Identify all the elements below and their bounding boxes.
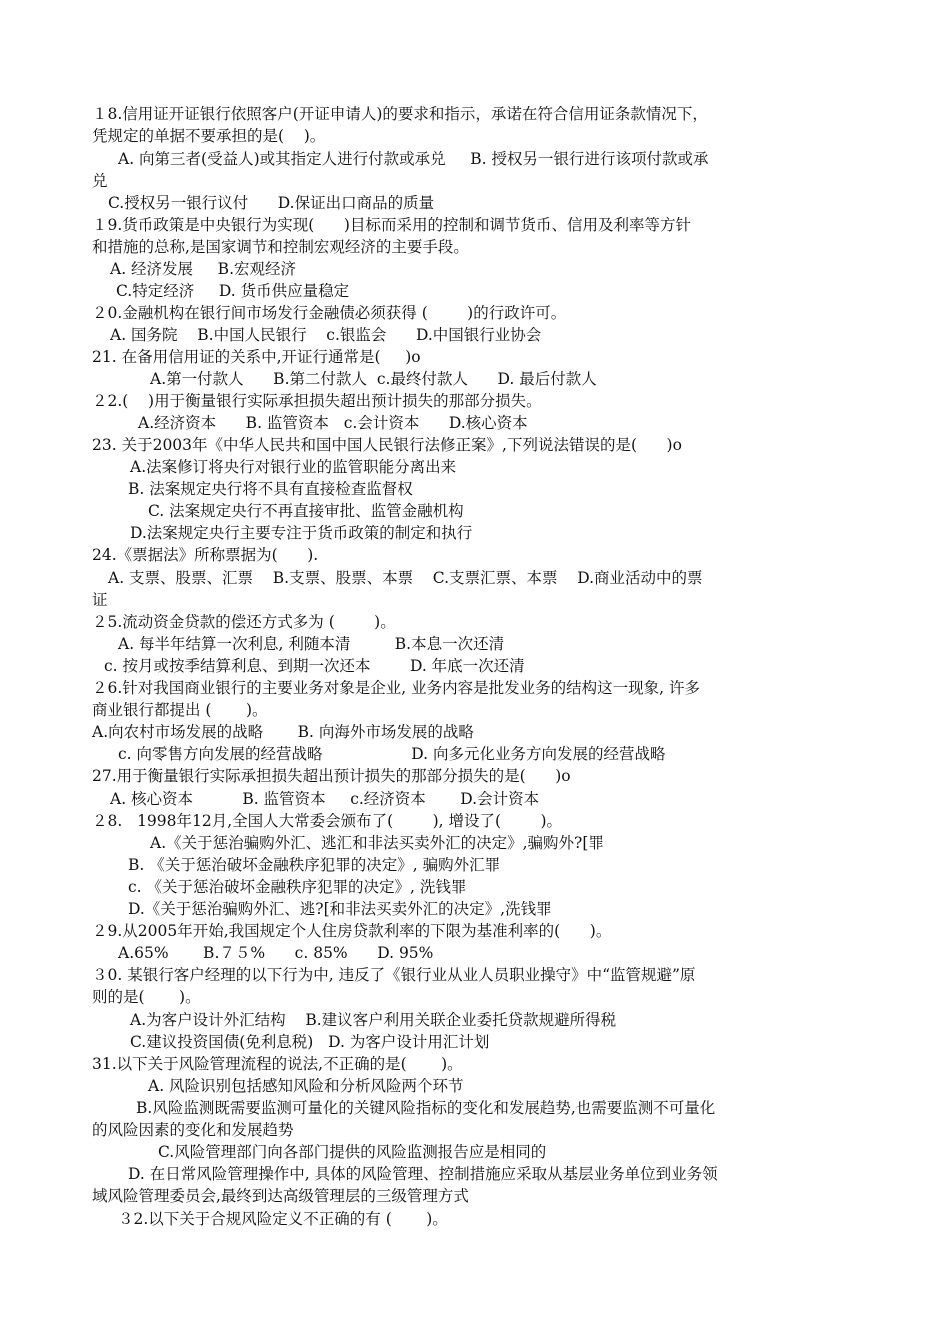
question-19-options-ab: A. 经济发展 B.宏观经济 xyxy=(110,260,297,278)
question-26-stem-cont: 商业银行都提出 ( )。 xyxy=(92,701,268,719)
question-24-options-wrap: 证 xyxy=(92,591,108,609)
question-19-options-cd: C.特定经济 D. 货币供应量稳定 xyxy=(116,282,350,300)
question-19-stem-cont: 和措施的总称,是国家调节和控制宏观经济的主要手段。 xyxy=(92,238,469,256)
question-23-option-a: A.法案修订将央行对银行业的监管职能分离出来 xyxy=(130,458,457,476)
question-18-options-ab: A. 向第三者(受益人)或其指定人进行付款或承兑 B. 授权另一银行进行该项付款或承 xyxy=(118,150,709,168)
question-26-options-ab: A.向农村市场发展的战略 B. 向海外市场发展的战略 xyxy=(92,723,474,741)
question-32-stem: ３2.以下关于合规风险定义不正确的有 ( )。 xyxy=(118,1210,448,1228)
question-26-options-cd: c. 向零售方向发展的经营战略 D. 向多元化业务方向发展的经营战略 xyxy=(118,745,666,763)
question-25-options-cd: c. 按月或按季结算利息、到期一次还本 D. 年底一次还清 xyxy=(104,657,525,675)
question-30-stem: ３0. 某银行客户经理的以下行为中, 违反了《银行业从业人员职业操守》中“监管规避”原 xyxy=(92,966,696,984)
question-22-options: A.经济资本 B. 监管资本 c.会计资本 D.核心资本 xyxy=(138,414,528,432)
question-26-stem: ２6.针对我国商业银行的主要业务对象是企业, 业务内容是批发业务的结构这一现象, 许多 xyxy=(92,679,700,697)
question-23-option-b: B. 法案规定央行将不具有直接检查监督权 xyxy=(128,480,413,498)
question-23-stem: 23. 关于2003年《中华人民共和国中国人民银行法修正案》,下列说法错误的是( )o xyxy=(92,436,682,454)
question-31-option-b: B.风险监测既需要监测可量化的关键风险指标的变化和发展趋势,也需要监测不可量化 xyxy=(136,1099,716,1117)
question-31-option-d-cont: 域风险管理委员会,最终到达高级管理层的三级管理方式 xyxy=(92,1187,469,1205)
question-24-options: A. 支票、股票、汇票 B.支票、股票、本票 C.支票汇票、本票 D.商业活动中的票 xyxy=(108,569,703,587)
question-21-stem: 21. 在备用信用证的关系中,开证行通常是( )o xyxy=(92,348,421,366)
question-31-option-d: D. 在日常风险管理操作中, 具体的风险管理、控制措施应采取从基层业务单位到业务领 xyxy=(128,1165,718,1183)
question-31-option-c: C.风险管理部门向各部门提供的风险监测报告应是相同的 xyxy=(158,1143,547,1161)
question-19-stem: １9.货币政策是中央银行为实现( )目标而采用的控制和调节货币、信用及利率等方针 xyxy=(92,216,691,234)
question-23-option-d: D.法案规定央行主要专注于货币政策的制定和执行 xyxy=(130,524,473,542)
question-18-options-wrap: 兑 xyxy=(92,172,108,190)
question-20-stem: ２0.金融机构在银行间市场发行金融债必须获得 ( )的行政许可。 xyxy=(92,304,567,322)
question-30-stem-cont: 则的是( )。 xyxy=(92,988,201,1006)
question-18-options-cd: C.授权另一银行议付 D.保证出口商品的质量 xyxy=(108,194,435,212)
question-28-option-a: A.《关于惩治骗购外汇、逃汇和非法买卖外汇的决定》,骗购外?[罪 xyxy=(150,834,604,852)
question-18-stem-cont: 凭规定的单据不要承担的是( )。 xyxy=(92,127,326,145)
question-30-options-ab: A.为客户设计外汇结构 B.建议客户利用关联企业委托贷款规避所得税 xyxy=(130,1011,617,1029)
question-18-stem: １8.信用证开证银行依照客户(开证申请人)的要求和指示，承诺在符合信用证条款情况下， xyxy=(92,105,708,123)
question-29-stem: ２9.从2005年开始,我国规定个人住房贷款利率的下限为基准利率的( )。 xyxy=(92,922,612,940)
question-22-stem: ２2.( )用于衡量银行实际承担损失超出预计损失的那部分损失。 xyxy=(92,392,542,410)
question-31-stem: 31.以下关于风险管理流程的说法,不正确的是( )。 xyxy=(92,1055,463,1073)
question-31-option-a: A. 风险识别包括感知风险和分析风险两个环节 xyxy=(148,1077,464,1095)
question-31-option-b-cont: 的风险因素的变化和发展趋势 xyxy=(92,1121,294,1139)
question-25-options-ab: A. 每半年结算一次利息, 利随本清 B.本息一次还清 xyxy=(118,635,505,653)
question-29-options: A.65% B.７５% c. 85% D. 95% xyxy=(118,944,434,962)
question-28-option-b: B. 《关于惩治破坏金融秩序犯罪的决定》, 骗购外汇罪 xyxy=(128,856,501,874)
question-25-stem: ２5.流动资金贷款的偿还方式多为 ( )。 xyxy=(92,613,396,631)
question-28-option-c: c. 《关于惩治破坏金融秩序犯罪的决定》, 洗钱罪 xyxy=(128,878,467,896)
question-28-stem: ２8. 1998年12月,全国人大常委会颁布了( ), 增设了( )。 xyxy=(92,812,563,830)
question-20-options: A. 国务院 B.中国人民银行 c.银监会 D.中国银行业协会 xyxy=(110,326,542,344)
question-21-options: A.第一付款人 B.第二付款人 c.最终付款人 D. 最后付款人 xyxy=(150,370,597,388)
question-30-options-cd: C.建议投资国债(免利息税) D. 为客户设计用汇计划 xyxy=(130,1033,490,1051)
question-27-options: A. 核心资本 B. 监管资本 c.经济资本 D.会计资本 xyxy=(110,790,540,808)
question-24-stem: 24.《票据法》所称票据为( ). xyxy=(92,546,319,564)
question-28-option-d: D.《关于惩治骗购外汇、逃?[和非法买卖外汇的决定》,洗钱罪 xyxy=(128,900,552,918)
question-27-stem: 27.用于衡量银行实际承担损失超出预计损失的那部分损失的是( )o xyxy=(92,767,571,785)
question-23-option-c: C. 法案规定央行不再直接审批、监管金融机构 xyxy=(148,502,464,520)
